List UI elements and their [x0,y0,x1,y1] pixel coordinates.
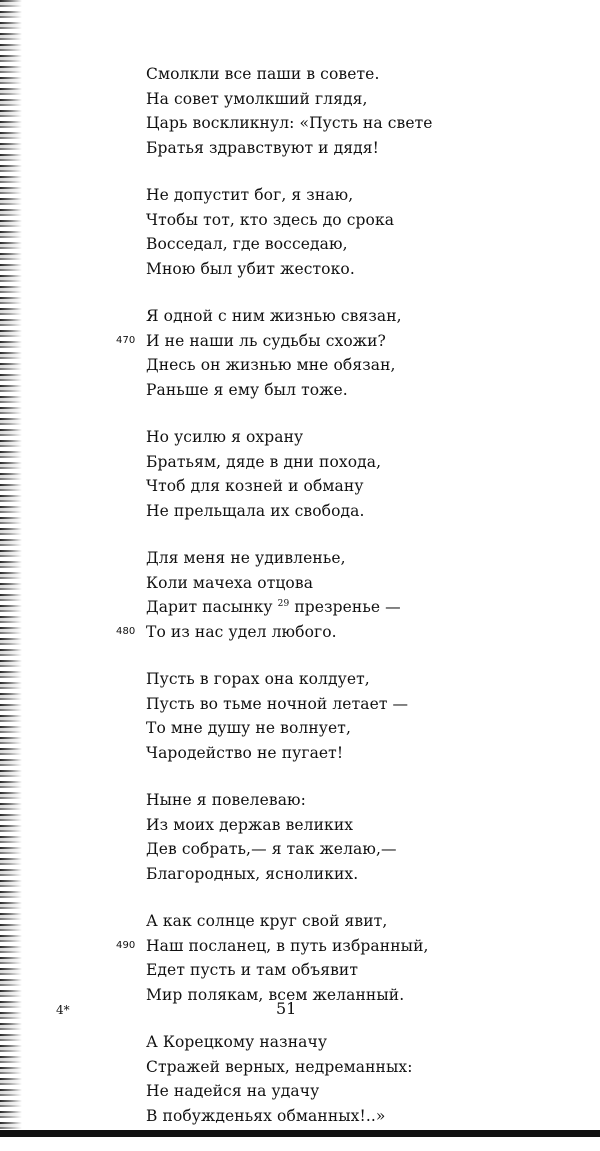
verse-text: Восседал, где восседаю, [146,235,348,253]
verse-line [146,788,446,813]
verse-line [146,257,446,282]
verse-line [146,741,446,766]
verse-text: Чтоб для козней и обману [146,477,364,495]
stanza [146,1030,446,1128]
verse-text: То мне душу не волнует, [146,719,351,737]
verse-text: Едет пусть и там объявит [146,961,358,979]
poem-text [116,62,446,1151]
verse-line [146,425,446,450]
verse-text: Смолкли все паши в совете. [146,65,380,83]
verse-line [146,499,446,524]
verse-line [146,208,446,233]
verse-text: В побужденьях обманных!..» [146,1106,386,1125]
verse-line [146,353,446,378]
verse-line [146,304,446,329]
footnote-ref: 29 [277,598,290,609]
verse-text: Из моих держав великих [146,815,354,834]
verse-text: Чародейство не пугает! [146,743,344,762]
verse-text: Дев собрать,— я так желаю,— [146,840,397,858]
verse-line [146,232,446,257]
verse-text: Чтобы тот, кто здесь до срока [146,210,395,229]
verse-text: Царь воскликнул: «Пусть на свете [146,114,433,132]
line-number: 480 [116,625,136,637]
verse-line [146,450,446,475]
verse-text: Благородных, ясноликих. [146,864,359,883]
verse-text: Стражей верных, недреманных: [146,1057,413,1076]
verse-line [146,595,446,620]
verse-text: Я одной с ним жизнью связан, [146,307,402,325]
stanza [146,183,446,281]
line-number: 490 [116,939,136,951]
verse-line [116,934,446,959]
verse-text: Не надейся на удачу [146,1082,320,1100]
stanza [146,788,446,886]
scan-edge-left [0,0,22,1137]
verse-text: Дарит пасынку [146,598,273,616]
verse-text: На совет умолкший глядя, [146,89,368,108]
verse-line [146,1030,446,1055]
verse-line [146,862,446,887]
line-number: 470 [116,334,136,346]
verse-text: Братьям, дяде в дни похода, [146,452,382,471]
verse-line [146,692,446,717]
verse-text: Для меня не удивленье, [146,549,346,567]
verse-text: То из нас удел любого. [146,622,337,641]
verse-line [116,620,446,645]
stanza [116,304,446,402]
verse-line [146,909,446,934]
verse-line [146,62,446,87]
verse-line [146,136,446,161]
verse-text: Мною был убит жестоко. [146,259,355,278]
verse-text: Братья здравствуют и дядя! [146,138,379,157]
verse-text: Пусть в горах она колдует, [146,670,370,688]
stanza [146,425,446,523]
verse-line [146,111,446,136]
verse-line [146,571,446,596]
verse-line [146,474,446,499]
verse-line [146,546,446,571]
verse-line [116,329,446,354]
page-number: 51 [276,999,297,1018]
verse-text: Раньше я ему был тоже. [146,380,348,399]
verse-line [146,1079,446,1104]
verse-text: Но усилю я охрану [146,428,304,446]
verse-line [146,378,446,403]
verse-text: Днесь он жизнью мне обязан, [146,356,396,374]
verse-text: Не допустит бог, я знаю, [146,186,354,204]
verse-text: И не наши ль судьбы схожи? [146,331,386,350]
stanza [146,62,446,160]
verse-text: Наш посланец, в путь избранный, [146,936,429,955]
stanza [116,909,446,1007]
verse-text: Ныне я повелеваю: [146,791,306,809]
stanza [146,667,446,765]
verse-text-continued: презренье — [289,598,401,616]
verse-line [146,1104,446,1129]
verse-line [146,958,446,983]
verse-line [146,716,446,741]
verse-line [146,667,446,692]
verse-text: Коли мачеха отцова [146,573,314,592]
verse-text: А как солнце круг свой явит, [146,912,388,930]
verse-text: А Корецкому назначу [146,1033,328,1051]
stanza [116,546,446,644]
verse-line [146,1055,446,1080]
verse-line [146,183,446,208]
verse-text: Мир полякам, всем желанный. [146,985,405,1004]
verse-line [146,813,446,838]
verse-text: Не прельщала их свобода. [146,501,365,520]
verse-line [146,837,446,862]
printer-signature: 4* [56,1003,70,1017]
verse-text: Пусть во тьме ночной летает — [146,694,409,713]
verse-line [146,87,446,112]
